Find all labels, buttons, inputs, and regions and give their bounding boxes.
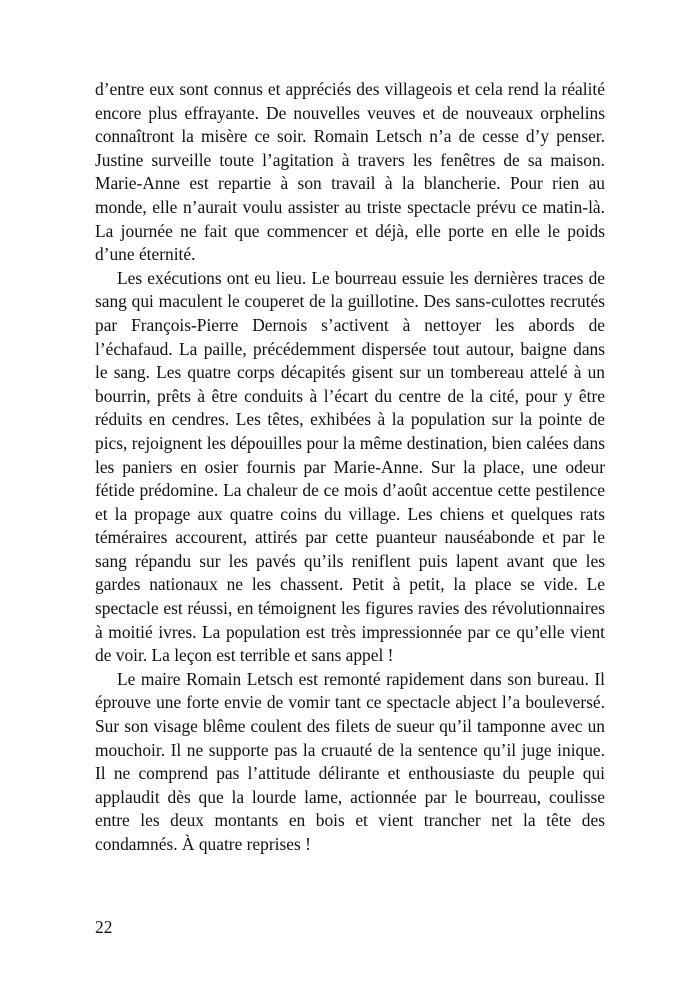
paragraph-mayor: Le maire Romain Letsch est remonté rapidement dans son bureau. Il éprouve une forte envie de vomir tant ce spectacle abject l’a bouleversé. Sur son visage blême coulent des filets de sueur qu’il tamponne avec un mouchoir. Il ne supporte pas la cruauté de la sentence qu’il juge inique. Il ne comprend pas l’attitude délirante et enthousiaste du peuple qui applaudit dès que la lourde lame, actionnée par le bourreau, coulisse entre les deux montants en bois et vient trancher net la tête des condamnés. À quatre reprises ! xyxy=(95,668,605,854)
paragraph-executions: Les exécutions ont eu lieu. Le bourreau essuie les dernières traces de sang qui maculent le couperet de la guillotine. Des sans-culottes recrutés par François-Pierre Dernois s’activent à nettoyer les abords de l’échafaud. La paille, précédemment dispersée tout autour, baigne dans le sang. Les quatre corps décapités gisent sur un tombereau attelé à un bourrin, prêts à être conduits à l’écart du centre de la cité, pour y être réduits en cendres. Les têtes, exhibées à la population sur la pointe de pics, rejoignent les dépouilles pour la même destination, bien calées dans les paniers en osier fournis par Marie-Anne. Sur la place, une odeur fétide prédomine. La chaleur de ce mois d’août accentue cette pestilence et la propage aux quatre coins du village. Les chiens et quelques rats téméraires accourent, attirés par cette puanteur nauséabonde et par le sang répandu sur les pavés qu’ils reniflent puis lapent avant que les gardes nationaux ne les chassent. Petit à petit, la place se vide. Le spectacle est réussi, en témoignent les figures ravies des révolutionnaires à moitié ivres. La population est très impressionnée par ce qu’elle vient de voir. La leçon est terrible et sans appel ! xyxy=(95,267,605,666)
body-text xyxy=(95,78,605,857)
page-number: 22 xyxy=(95,917,113,937)
paragraph-continuation: d’entre eux sont connus et appréciés des villageois et cela rend la réalité encore plus effrayante. De nouvelles veuves et de nouveaux orphelins connaîtront la misère ce soir. Romain Letsch n’a de cesse d’y penser. Justine surveille toute l’agitation à travers les fenêtres de sa maison. Marie-Anne est repartie à son travail à la blancherie. Pour rien au monde, elle n’aurait voulu assister au triste spectacle prévu ce matin-là. La journée ne fait que commencer et déjà, elle porte en elle le poids d’une éternité. xyxy=(95,79,605,265)
